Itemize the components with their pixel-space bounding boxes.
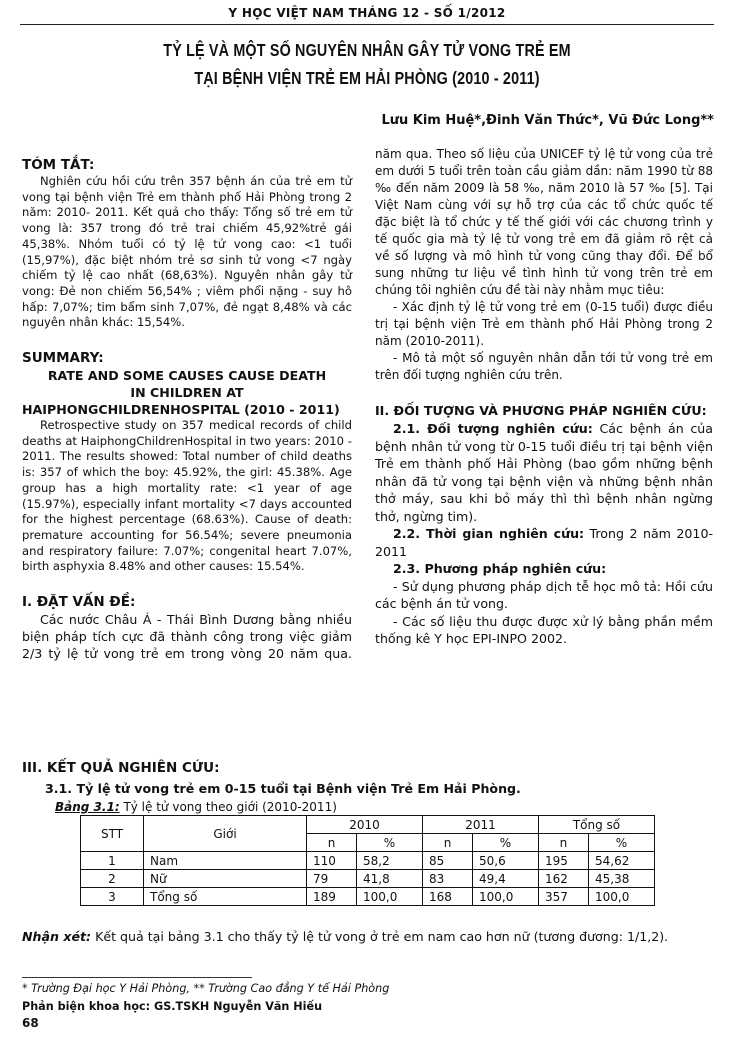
methods-2-1-text: Các bệnh án của bệnh nhân tử vong từ 0-15 tuổi điều trị tại bệnh viện Trẻ em thành phố Hải Phòng (bao gồm những bệnh nhân đã tử vong tại bệnh viện và những bệnh nhân thở máy, sau khi bỏ máy thì thì bệnh nhân ngừng thở, ngừng tim). (375, 421, 713, 524)
header-stt: STT (81, 816, 144, 852)
cell-value: 100,0 (357, 888, 423, 906)
mortality-by-gender-table (80, 815, 655, 906)
page-number: 68 (22, 1016, 39, 1030)
cell-value: 189 (307, 888, 357, 906)
header-year-2010: 2010 (307, 816, 423, 834)
affiliations-footnote: * Trường Đại học Y Hải Phòng, ** Trường Cao đẳng Y tế Hải Phòng (22, 982, 390, 995)
subheader-n: n (538, 834, 588, 852)
table-row (81, 888, 655, 906)
abstract-vi-text: Nghiên cứu hồi cứu trên 357 bệnh án của trẻ em tử vong tại bệnh viện Trẻ em thành phố Hải Phòng trong 2 năm: 2010- 2011. Kết quả cho thấy: Tổng số trẻ em tử vong là: 357 trong đó trẻ trai chiếm 45,92%trẻ gái 45,38%. Nhóm tuổi có tỷ lệ tử vong cao: <1 tuổi (15,97%), đặc biệt nhóm trẻ sơ sinh tử vong <7 ngày chiếm tỷ lệ cao nhất (68,63%). Nguyên nhân gây tử vong: Đẻ non chiếm 56,54% ; viêm phổi nặng - suy hô hấp: 7,07%; tim bẩm sinh 7,07%, đẻ ngạt 8,48% và các nguyên nhân khác: 15,54%. (22, 174, 352, 330)
cell-value: 195 (538, 852, 588, 870)
methods-2-3-label: 2.3. Phương pháp nghiên cứu: (393, 561, 607, 576)
cell-gender: Nam (144, 852, 307, 870)
intro-paragraph-continued: năm qua. Theo số liệu của UNICEF tỷ lệ tử vong của trẻ em dưới 5 tuổi trên toàn cầu giảm dần: năm 1990 từ 88 ‰ đến năm 2009 là 58 ‰, năm 2010 là 57 ‰ [5]. Tại Việt Nam cùng với sự hỗ trợ của các tổ chức quốc tế đặc biệt là tổ chức y tế thế giới với các chương trình y tế quốc gia mà tỷ lệ tử vong trẻ em đã giảm rõ rệt cả về số lượng và mô hình tử vong cũng thay đổi. Để bổ sung những tư liệu về tình hình tử vong trên trẻ em chúng tôi nghiên cứu đề tài này nhằm mục tiêu: (375, 147, 713, 297)
results-subheading: 3.1. Tỷ lệ tử vong trẻ em 0-15 tuổi tại Bệnh viện Trẻ Em Hải Phòng. (45, 781, 521, 796)
remark-label: Nhận xét: (22, 929, 92, 944)
methods-2-3-b: - Các số liệu thu được được xử lý bằng phần mềm thống kê Y học EPI-INPO 2002. (375, 613, 713, 646)
objective-1: - Xác định tỷ lệ tử vong trẻ em (0-15 tuổi) được điều trị tại bệnh viện Trẻ em thành phố Hải Phòng trong 2 năm (2010-2011). (375, 300, 713, 348)
cell-gender: Tổng số (144, 888, 307, 906)
table-caption-text: Tỷ lệ tử vong theo giới (2010-2011) (119, 800, 337, 814)
cell-value: 168 (422, 888, 472, 906)
subheader-n: n (307, 834, 357, 852)
cell-value: 110 (307, 852, 357, 870)
cell-value: 83 (422, 870, 472, 888)
intro-heading: I. ĐẶT VẤN ĐỀ: (22, 594, 136, 611)
reviewer-line: Phản biện khoa học: GS.TSKH Nguyễn Văn Hiếu (22, 1000, 323, 1013)
cell-gender: Nữ (144, 870, 307, 888)
summary-text: Retrospective study on 357 medical records of child deaths at HaiphongChildrenHospital in two years: 2010 - 2011. The results showed: Total number of child deaths is: 357 of which the boy: 45.92%, the girl: 45.38%. Age group has a high mortality rate: <1 year of age (15.97%), especially infant mortality <7 days accounted for the highest percentage (68.63%). Cause of death: premature accounting for 56.54%; severe pneumonia and respiratory failure: 7.07%; congenital heart 7.07%, birth asphyxia 8.48% and other causes: 15.54%. (22, 418, 352, 574)
header-total: Tổng số (538, 816, 654, 834)
header-gender: Giới (144, 816, 307, 852)
cell-value: 85 (422, 852, 472, 870)
summary-title-line-3: HAIPHONGCHILDRENHOSPITAL (2010 - 2011) (22, 402, 340, 418)
subheader-n: n (422, 834, 472, 852)
table-label: Bảng 3.1: (55, 800, 120, 814)
remark-text: Kết quả tại bảng 3.1 cho thấy tỷ lệ tử vong ở trẻ em nam cao hơn nữ (tương đương: 1/1,2). (91, 929, 669, 944)
cell-value: 45,38 (588, 870, 654, 888)
table-remark (22, 928, 714, 946)
methods-2-2-label: 2.2. Thời gian nghiên cứu: (393, 526, 585, 541)
summary-heading: SUMMARY: (22, 350, 104, 367)
running-header: Y HỌC VIỆT NAM THÁNG 12 - SỐ 1/2012 (228, 6, 506, 20)
authors: Lưu Kim Huệ*,Đinh Văn Thức*, Vũ Đức Long** (381, 113, 714, 128)
table-caption (55, 800, 734, 814)
table-row (81, 870, 655, 888)
methods-2-2 (375, 525, 713, 560)
cell-stt: 1 (81, 852, 144, 870)
article-title-line-2: TẠI BỆNH VIỆN TRẺ EM HẢI PHÒNG (2010 - 2011) (194, 68, 540, 88)
article-title-line-1: TỶ LỆ VÀ MỘT SỐ NGUYÊN NHÂN GÂY TỬ VONG TRẺ EM (163, 40, 571, 60)
abstract-vi-heading: TÓM TẮT: (22, 157, 95, 173)
subheader-pct: % (588, 834, 654, 852)
results-heading: III. KẾT QUẢ NGHIÊN CỨU: (22, 760, 220, 776)
cell-value: 50,6 (473, 852, 539, 870)
table-header-row (81, 816, 655, 834)
summary-title-line-1: RATE AND SOME CAUSES CAUSE DEATH (47, 368, 327, 384)
header-rule (20, 24, 714, 25)
intro-paragraph-start: Các nước Châu Á - Thái Bình Dương bằng nhiều biện pháp tích cực đã thành công trong việc giảm 2/3 tỷ lệ tử vong trẻ em trong vòng 20 năm qua. (22, 612, 352, 662)
cell-value: 54,62 (588, 852, 654, 870)
subheader-pct: % (473, 834, 539, 852)
cell-stt: 3 (81, 888, 144, 906)
header-year-2011: 2011 (422, 816, 538, 834)
methods-2-1-label: 2.1. Đối tượng nghiên cứu: (393, 421, 593, 436)
methods-2-2-text: Trong 2 năm 2010-2011 (375, 526, 714, 559)
methods-2-1 (375, 420, 713, 525)
left-column (22, 146, 352, 662)
objective-2: - Mô tả một số nguyên nhân dẫn tới tử vong trẻ em trên đối tượng nghiên cứu trên. (375, 351, 713, 382)
cell-stt: 2 (81, 870, 144, 888)
cell-value: 100,0 (588, 888, 654, 906)
cell-value: 58,2 (357, 852, 423, 870)
cell-value: 49,4 (473, 870, 539, 888)
cell-value: 357 (538, 888, 588, 906)
footnote-rule (22, 977, 252, 978)
methods-2-3-a: - Sử dụng phương pháp dịch tễ học mô tả: Hồi cứu các bệnh án tử vong. (375, 578, 713, 611)
right-column (375, 146, 713, 648)
cell-value: 162 (538, 870, 588, 888)
cell-value: 100,0 (473, 888, 539, 906)
cell-value: 41,8 (357, 870, 423, 888)
summary-title-line-2: IN CHILDREN AT (130, 385, 244, 401)
methods-heading: II. ĐỐI TƯỢNG VÀ PHƯƠNG PHÁP NGHIÊN CỨU: (375, 403, 707, 418)
table-row (81, 852, 655, 870)
subheader-pct: % (357, 834, 423, 852)
cell-value: 79 (307, 870, 357, 888)
